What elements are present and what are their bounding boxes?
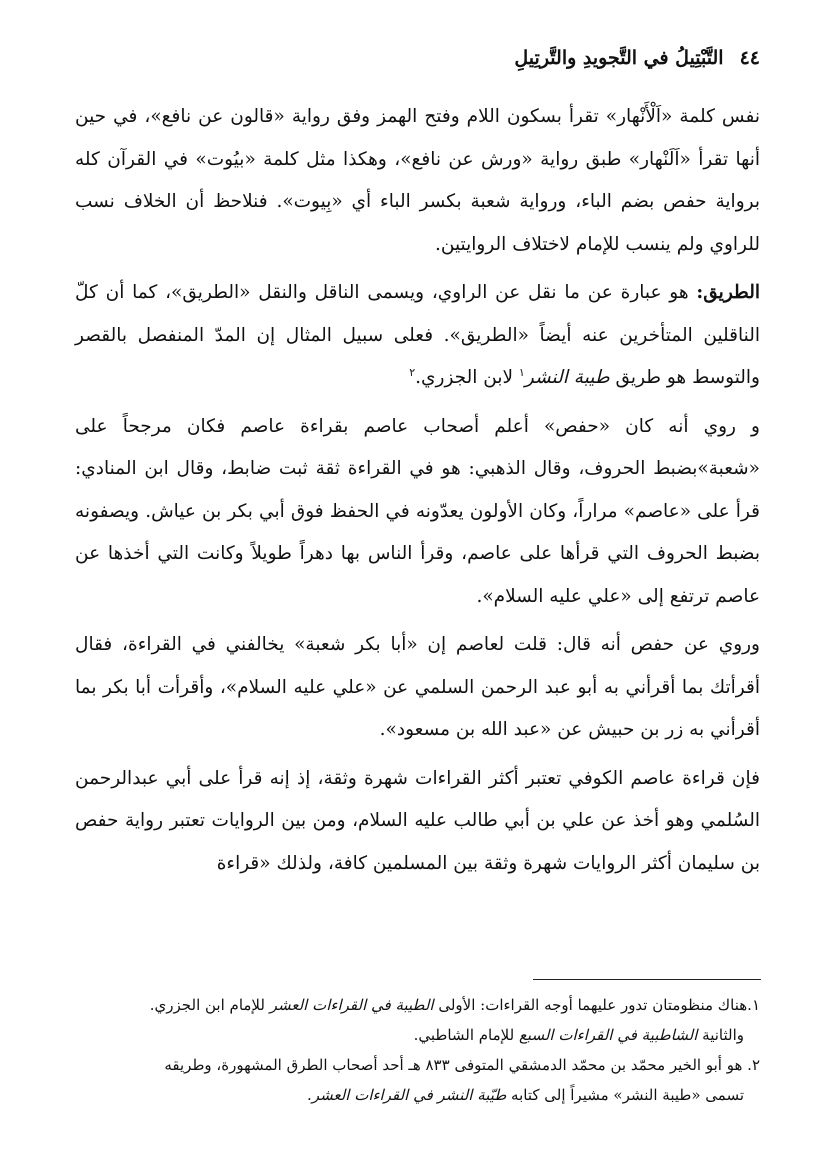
term-label: الطريق: [696,282,760,303]
footnote-1-title-1: الطيبة في القراءات العشر [269,996,434,1014]
footnote-1-text-c: والثانية [697,1026,744,1044]
book-title: طيبة النشر [524,367,610,388]
footnote-2-title: طيّبة النشر في القراءات العشر [311,1086,507,1104]
page-header [75,38,760,78]
footnote-2-continuation [70,1080,760,1110]
footnote-1-text-d: للإمام الشاطبي. [413,1026,519,1044]
footnote-separator [533,979,761,980]
paragraph-2-text-b: لابن الجزري. [415,367,519,388]
footnote-2-text-a: هو أبو الخير محمّد بن محمّد الدمشقي المتوفى ٨٣٣ هـ أحد أصحاب الطرق المشهورة، وطريقه [164,1056,748,1074]
page-number: ٤٤ [739,47,760,69]
footnote-2-text-b: تسمى «طيبة النشر» مشيراً إلى كتابه [506,1086,744,1104]
footnote-2-number: ٢. [747,1056,760,1074]
footnote-1-text-b: للإمام ابن الجزري. [149,996,270,1014]
footnotes [70,990,760,1110]
running-title: التَّبْتِيلُ في التَّجويدِ والتَّرتِيلِ [514,47,724,69]
footnote-1 [70,990,760,1050]
footnote-1-title-2: الشاطبية في القراءات السبع [518,1026,698,1044]
paragraph-5: فإن قراءة عاصم الكوفي تعتبر أكثر القراءات شهرة وثقة، إذ إنه قرأ على أبي عبدالرحمن السُلمي وهو أخذ عن علي بن أبي طالب عليه السلام، ومن بين الروايات تعتبر رواية حفص بن سليمان أكثر الروايات شهرة وثقة بين المسلمين كافة، ولذلك «قراءة [75,767,760,874]
footnote-1-number: ١. [747,996,760,1014]
paragraph-3: و روي أنه كان «حفص» أعلم أصحاب عاصم بقراءة عاصم فكان مرجحاً على «شعبة»بضبط الحروف، وقال الذهبي: هو في القراءة ثقة ثبت ضابط، وقال ابن المنادي: قرأ على «عاصم» مراراً، وكان الأولون يعدّونه في الحفظ فوق أبي بكر بن عياش. ويصفونه بضبط الحروف التي قرأها على عاصم، وقرأ الناس بها دهراً طويلاً وكانت التي أخذها عن عاصم ترتفع إلى «علي عليه السلام». [75,415,760,607]
paragraph-2-text-a: هو عبارة عن ما نقل عن الراوي، ويسمى الناقل والنقل «الطريق»، كما أن كلّ الناقلين المتأخرين عنه أيضاً «الطريق». فعلى سبيل المثال إن المدّ المنفصل بالقصر والتوسط هو طريق [75,282,760,388]
footnote-2 [70,1050,760,1110]
footnote-2-text-c: . [307,1086,312,1104]
footnote-1-text-a: هناك منظومتان تدور عليهما أوجه القراءات: الأولى [433,996,748,1014]
paragraph-4: وروي عن حفص أنه قال: قلت لعاصم إن «أبا بكر شعبة» يخالفني في القراءة، فقال أقرأتك بما أقرأني به أبو عبد الرحمن السلمي عن «علي عليه السلام»، وأقرأت أبا بكر بما أقرأني به زر بن حبيش عن «عبد الله بن مسعود». [75,634,760,740]
paragraph-2 [75,272,760,400]
footnote-1-continuation [70,1020,760,1050]
body-text [75,96,760,891]
paragraph-1: نفس كلمة «اَلْأَنْهار» تقرأ بسكون اللام وفتح الهمز وفق رواية «قالون عن نافع»، في حين أنها تقرأ «اَلَنْهار» طبق رواية «ورش عن نافع»، وهكذا مثل كلمة «بيُوت» في القرآن كله برواية حفص بضم الباء، ورواية شعبة بكسر الباء أي «بِيوت». فنلاحظ أن الخلاف نسب للراوي ولم ينسب للإمام لاختلاف الروايتين. [75,106,760,255]
footnote-ref-1[interactable]: ١ [518,365,525,379]
footnote-ref-2[interactable]: ٢ [409,365,416,379]
